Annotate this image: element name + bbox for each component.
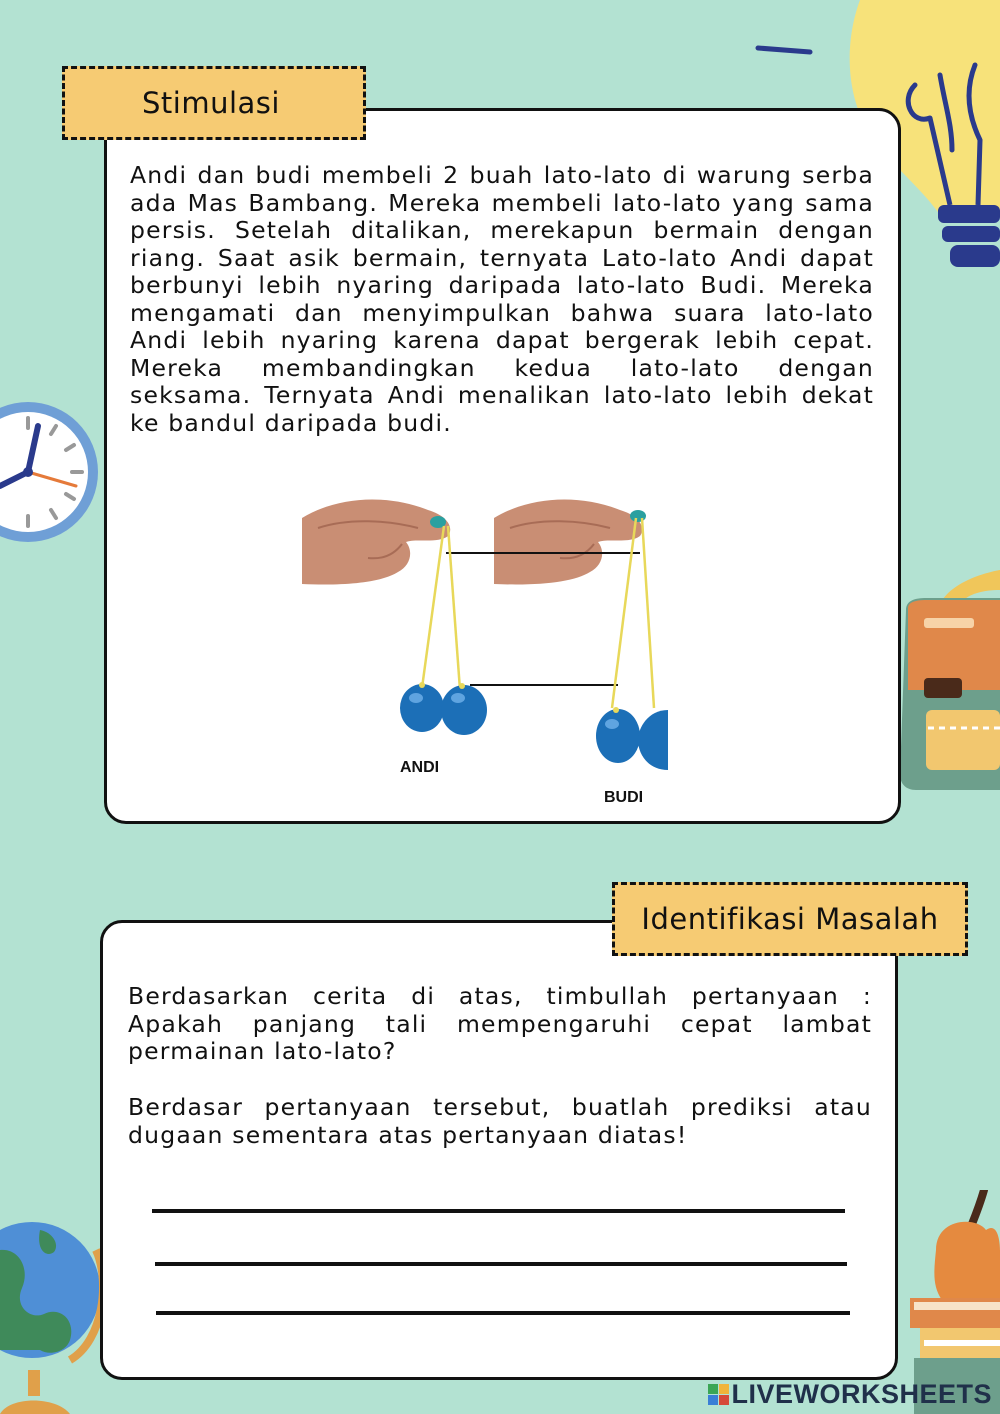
question-text: Berdasarkan cerita di atas, timbullah pertanyaan : Apakah panjang tali mempengaruhi cepat lambat permainan lato-lato? bbox=[128, 982, 872, 1065]
instruction-text: Berdasar pertanyaan tersebut, buatlah prediksi atau dugaan sementara atas pertanyaan diatas! bbox=[128, 1093, 872, 1149]
stimulasi-tag bbox=[62, 66, 366, 140]
hand-image-andi bbox=[302, 490, 452, 590]
clock-icon bbox=[0, 398, 105, 546]
answer-line-1[interactable] bbox=[152, 1209, 845, 1213]
lato-lato-balls-andi bbox=[400, 682, 487, 735]
answer-line-3[interactable] bbox=[156, 1311, 850, 1315]
identifikasi-tag bbox=[612, 882, 968, 956]
answer-line-2[interactable] bbox=[155, 1262, 847, 1266]
story-paragraph: Andi dan budi membeli 2 buah lato-lato di warung serba ada Mas Bambang. Mereka membeli lato-lato yang sama persis. Setelah ditalikan, merekapun bermain dengan riang. Saat asik bermain, ternyata Lato-lato Andi dapat berbunyi lebih nyaring daripada lato-lato Budi. Mereka mengamati dan menyimpulkan bahwa suara lato-lato Andi lebih nyaring karena dapat bergerak lebih cepat. Mereka membandingkan kedua lato-lato dengan seksama. Ternyata Andi menalikan lato-lato lebih dekat ke bandul daripada budi. bbox=[130, 161, 874, 437]
label-budi: BUDI bbox=[604, 789, 644, 806]
lato-lato-illustration bbox=[298, 488, 678, 808]
liveworksheets-logo-icon bbox=[708, 1384, 729, 1405]
hand-image-budi bbox=[494, 490, 650, 590]
identifikasi-title: Identifikasi Masalah bbox=[641, 902, 939, 936]
label-andi: ANDI bbox=[400, 759, 440, 776]
lato-lato-balls-budi bbox=[596, 707, 668, 770]
globe-icon bbox=[0, 1210, 110, 1414]
liveworksheets-logo bbox=[708, 1379, 992, 1410]
stimulasi-title: Stimulasi bbox=[142, 86, 280, 120]
backpack-icon bbox=[896, 560, 1000, 800]
brand-name: LIVEWORKSHEETS bbox=[731, 1379, 992, 1409]
